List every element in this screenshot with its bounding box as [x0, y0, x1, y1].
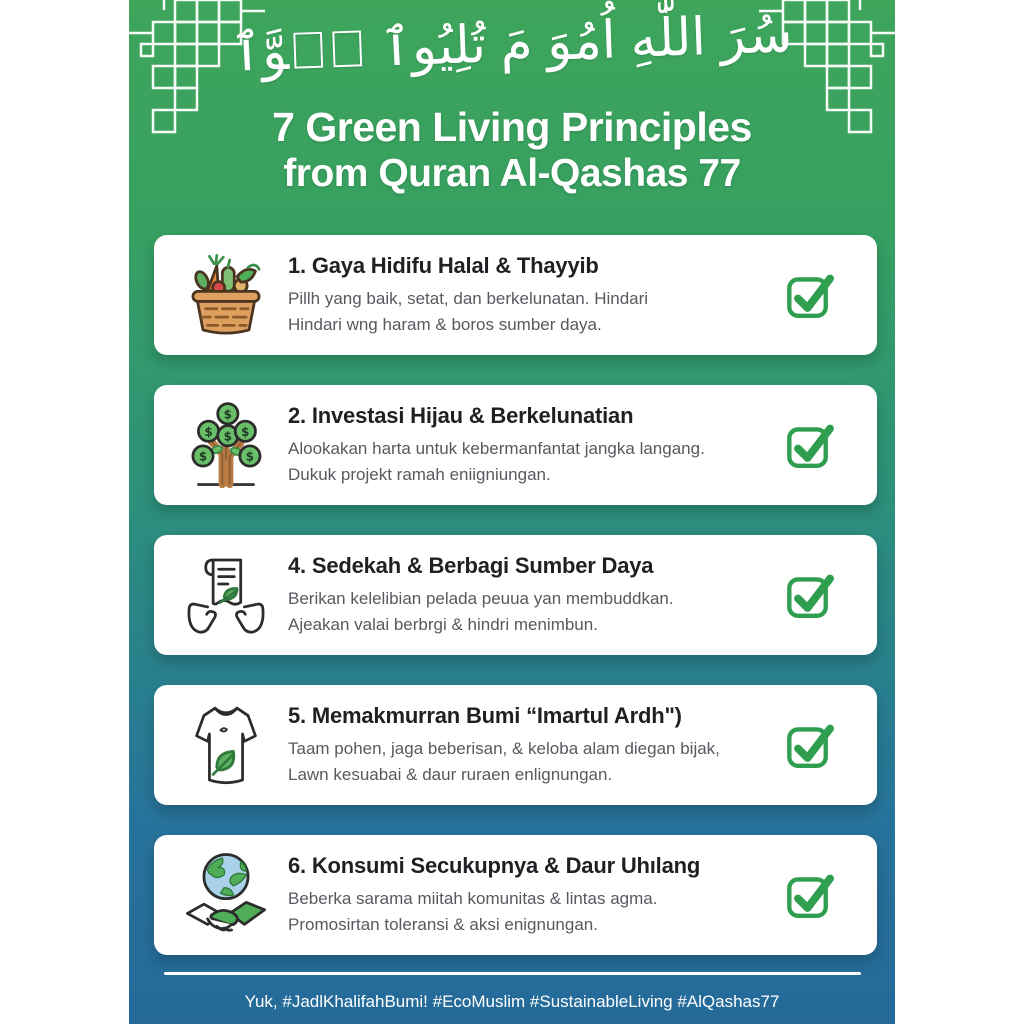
card-2-body-line-2: Dukuk projekt ramah eniigniungan. [288, 464, 551, 484]
poster-title [129, 104, 895, 198]
card-2-text [276, 403, 785, 487]
garment-leaf-icon [176, 699, 276, 791]
card-3-body-line-2: Ajeakan valai berbrgi & hindri menimbun. [288, 614, 598, 634]
charity-scroll-hands-icon [176, 549, 276, 641]
card-5-text [276, 853, 785, 937]
principle-card-5 [154, 835, 877, 955]
card-3-title: 4. Sedekah & Berbagi Sumber Daya [288, 553, 654, 578]
principle-card-4 [154, 685, 877, 805]
card-2-title: 2. Investasi Hijau & Berkelunatian [288, 403, 634, 428]
principle-card-1 [154, 235, 877, 355]
card-5-title: 6. Konsumi Secukupnya & Daur Uhılang [288, 853, 701, 878]
card-4-text [276, 703, 785, 787]
money-tree-icon [176, 399, 276, 491]
card-2-checkbox-icon [785, 419, 837, 471]
svg-text:$: $ [241, 424, 250, 439]
svg-text:$: $ [223, 407, 233, 422]
card-1-checkbox-icon [785, 269, 837, 321]
card-4-body-line-1: Taam pohen, jaga beberisan, & keloba alam diegan bijak, [288, 739, 720, 758]
vegetable-basket-icon [176, 249, 276, 341]
title-line-2: from Quran Al-Qashas 77 [283, 152, 741, 196]
card-1-body-line-1: Pillh yang baik, setat, dan berkelunatan. Hindari [288, 289, 649, 308]
card-5-body-line-1: Beberka sarama miitah komunitas & lintas agma. [288, 889, 658, 908]
card-1-title: 1. Gaya Hidifu Halal & Thayyib [288, 253, 599, 278]
svg-text:$: $ [198, 449, 208, 464]
globe-handshake-icon [176, 849, 276, 941]
arabic-calligraphy: سُرَ اللّٰهِ اُمُوَ مَ تُلِيُوٱ لۡوَّٱ [230, 5, 794, 83]
card-5-checkbox-icon [785, 869, 837, 921]
card-1-text [276, 253, 785, 337]
card-1-body-line-2: Hindari wng haram & boros sumber daya. [288, 314, 602, 334]
principle-card-2 [154, 385, 877, 505]
card-3-body-line-1: Berikan kelelibian pelada peuua yan membuddkan. [288, 589, 674, 608]
poster [129, 0, 895, 1024]
card-4-body-line-2: Lawn kesuabai & daur ruraen enlignungan. [288, 764, 613, 784]
card-3-text [276, 553, 785, 637]
card-4-title: 5. Memakmurran Bumi “Imartul Ardh") [288, 703, 682, 728]
svg-text:$: $ [223, 429, 233, 444]
footer-divider [164, 972, 861, 975]
svg-text:$: $ [204, 424, 213, 439]
card-3-checkbox-icon [785, 569, 837, 621]
title-line-1: 7 Green Living Principles [272, 104, 752, 150]
footer-hashtags: Yuk, #JadlKhalifahBumi! #EcoMuslim #SustainableLiving #AlQashas77 [244, 992, 780, 1011]
principle-card-3 [154, 535, 877, 655]
card-2-body-line-1: Alookakan harta untuk kebermanfantat jangka langang. [288, 439, 705, 458]
card-4-checkbox-icon [785, 719, 837, 771]
svg-text:$: $ [245, 449, 255, 464]
card-5-body-line-2: Promosirtan toleransi & aksi enignungan. [288, 914, 598, 934]
